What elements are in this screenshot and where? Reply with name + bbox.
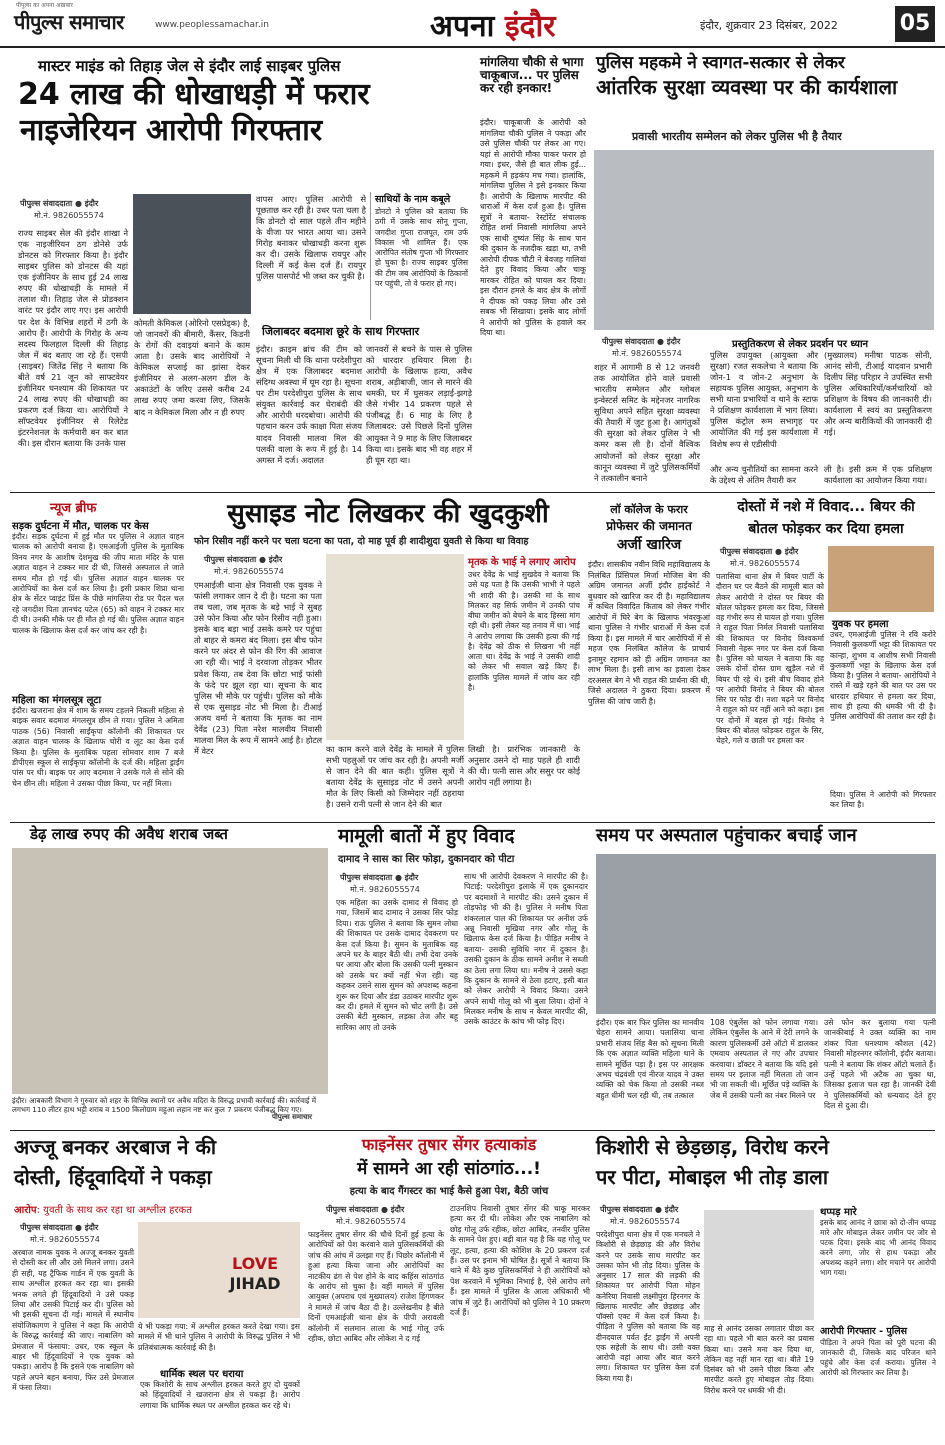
lead-mobile: मो.नं. 9826055574: [34, 211, 104, 220]
suicide-story: [190, 496, 582, 820]
lead-sidebox: [370, 192, 468, 320]
beer-byline: पीपुल्स संवाददाता ● इंदौर: [720, 547, 799, 556]
arbaz-box-text: एक किशोरी के साथ अश्लील हरकत करते हुए दो युवकों को हिंदूवादियों ने खजराना क्षेत्र से पकड़ा है। आरोप लगाया कि धार्मिक स्थल पर अश्लील हरकत कर रहे थे।: [140, 1380, 300, 1410]
teen-side-title: थप्पड़ मारे: [820, 1207, 857, 1218]
badge-jihad: JIHAD: [229, 1274, 281, 1293]
page-number: 05: [895, 6, 935, 42]
divider: [10, 1130, 935, 1131]
brief1-text: इंदौर। सड़क दुर्घटना में हुई मौत पर पुलिस ने अज्ञात वाहन चालक को आरोपी बनाया है। एमआईजी पुलिस के मुताबिक विनय नगर के आशीष देशमुख की जीप माता मंदिर के पास अज्ञात वाहन ने टक्कर मार दी थी, जिससे अस्पताल ले जाते समय मौत हो गई थी। पुलिस अज्ञात वाहन चालक पर आरोपियों का केस दर्ज कर लिया है। इसी प्रकार शिप्रा थाना क्षेत्र के सेंटर प्वाइंट प्रिंस के पीछे मांगलिया रोड पर पैदल चल रहे जगदीश पिता ज्ञानचंद पटेल (65) को वाहन ने टक्कर मार दी थी। उनकी मौके पर ही मौत हो गई थी। पुलिस अज्ञात वाहन चालक के खिलाफ केस दर्ज कर जांच कर रही है।: [12, 532, 184, 635]
chaku-body: इंदौर। चाकूबाजी के आरोपी को मांगलिया चौकी पुलिस ने पकड़ा और उसे पुलिस चौकी पर लेकर आ गए। यहां से आरोपी मौका पाकर फरार हो गया। इधर, जैसे ही बात लीक हुई... महकमे में हड़कंप मच गया। हालांकि, मांगलिया पुलिस ने इसे इनकार किया है। आरोपी के खिलाफ मारपीट की धाराओं में केस दर्ज हुआ है। पुलिस सूत्रों ने बताया- रेस्टोरेंट संचालक रोहित शर्मा निवासी मांगलिया अपने एक साथी दुष्यंत सिंह के साथ पान की दुकान के नजदीक खड़ा था, तभी आरोपी दीपक चौटी ने बेवजह गालियां देते हुए विवाद किया और चाकू मारकर रोहित को घायल कर दिया। इस दौरान हमले के बाद क्षेत्र के लोगों ने दीपक को पकड़ लिया और उसे सबक भी सिखाया। इसके बाद लोगों ने आरोपी को पुलिस के हवाले कर दिया था।: [480, 118, 586, 338]
suicide-body-col3: लिखी है। प्रारंभिक जानकारी के अनुसार उसने दो माह पहले ही शादी की थी। पत्नी सास और ससुर पर कोई आरोप नहीं लगाया है।: [468, 744, 580, 788]
dispute-body-col1: एक महिला का उसके दामाद से विवाद हो गया, जिसमें बाद दामाद ने उसका सिर फोड़ दिया। राऊ पुलिस ने बताया कि सुमन लोधा की शिकायत पर उसके दामाद देवकरण पर केस दर्ज किया है। सुमन के मुताबिक वह अपने घर के बाहर बैठी थी। तभी देवा उनके घर आया और बोला कि उसकी पत्नी मुस्कान को उसके घर क्यों नहीं भेज रही। यह कहकर उसने सास सुमन को अपशब्द कहना शुरू कर दिया और डंडा उठाकर मारपीट शुरू कर दी। हमले में सुमन को चोट लगी है। उसे उसकी बेटी मुस्कान, लड़का तेज और बहू सारिका आए तो उनके: [336, 898, 458, 1032]
suspect-photo: [133, 194, 251, 314]
news-brief: [10, 496, 185, 820]
suicide-inset: [468, 554, 580, 740]
financier-byline: पीपुल्स संवाददाता ● इंदौर: [326, 1205, 405, 1214]
financier-body-col1: फाइनेंसर तुषार सेंगर की चौथे दिनों हुई हत्या के आरोपियों को पेश करवाने वाले पुलिसकर्मियों की जांच की आंच में उलझा गए हैं। पिछोर कॉलोनी में हुआ हत्या किया जाना और आरोपियों का नाटकीय ढंग से पेश होने के बाद कहिंस सांठगांठ के आरोप सो चुका है। वहीं मामले में पुलिस आयुक्त (अपराध एवं मुख्यालय) राजेश हिंगणकर ने मामले में जांच बैठा दी है। उल्लेखनीय है बीते दिनों एमआईजी थाना क्षेत्र के पीपी अरावली कॉलोनी में सलमान लाला के भाई गोलू उर्फ रहीक, छोटा आबिद और लोकेश ने द गई: [308, 1230, 444, 1343]
workshop-photo: [594, 150, 934, 330]
lead-body-col3: वापस आए। पुलिस आरोपी से पूछताछ कर रही है। उधर पता चला है कि डोनटो दो साल पहले तीन महीने के वीजा पर भारत आया था। उसने गिरोह बनाकर धोखाधड़ी करना शुरू कर दी। उसके खिलाफ रायपुर और दिल्ली में कई केस दर्ज हैं। रायपुर पुलिस पासपोर्ट भी जब्त कर चुकी है।: [256, 194, 366, 282]
law-headline-line3: अर्जी खारिज: [616, 537, 682, 553]
arbaz-kicker-label: आरोप: [14, 1205, 37, 1216]
lead-byline: पीपुल्स संवाददाता ● इंदौर: [20, 199, 99, 208]
arbaz-box-title: धार्मिक स्थल पर धराया: [160, 1369, 244, 1380]
conference-subhead: प्रवासी भारतीय सम्मेलन को लेकर पुलिस भी है तैयार: [632, 130, 842, 143]
financier-story: [306, 1132, 590, 1440]
arbaz-headline-line2: दोस्ती, हिंदूवादियों ने पकड़ा: [14, 1165, 212, 1189]
conference-headline-line2: आंतरिक सुरक्षा व्यवस्था पर की कार्यशाला: [596, 75, 898, 99]
teen-headline-line1: किशोरी से छेड़छाड़, विरोध करने: [596, 1135, 829, 1159]
lead-headline-line2: नाइजेरियन आरोपी गिरफ्तार: [20, 113, 323, 148]
teen-arrest-title: आरोपी गिरफ्तार - पुलिस: [820, 1326, 908, 1337]
suicide-headline: सुसाइड नोट लिखकर की खुदकुशी: [227, 499, 549, 529]
conference-mobile: मो.नं. 9826055574: [612, 349, 682, 358]
news-brief-label: न्यूज ब्रीफ: [50, 501, 97, 516]
law-college-story: [586, 496, 711, 820]
section-accent: इंदौर: [504, 9, 556, 44]
teen-harassment-story: [594, 1132, 937, 1440]
conference-headline-line1: पुलिस महकमे ने स्वागत-सत्कार से लेकर: [596, 53, 845, 73]
beer-side-title: युवक पर हमला: [832, 619, 889, 630]
lead-story: [10, 52, 472, 490]
brief2-text: इंदौर। खजराना क्षेत्र में शाम के समय टहलने निकली महिला से बाइक सवार बदमाश मंगलसूत्र छीन ले गया। पुलिस ने अमिता पाठक (56) निवासी साईंकृपा कॉलोनी की शिकायत पर अज्ञात वाहन चालक के खिलाफ चोरी व लूट का केस दर्ज किया है। पुलिस के मुताबिक पहला सोमवार शाम 7 बजे डीपीएस स्कूल से साईंकृपा कॉलोनी के दर्ज की। महिला ड्राईंग पांस पर थी। बाइक पर आए बदमाश ने उसके गले से सोने की चेन छीन ली। महिला ने उसका पीछा किया, पर नहीं मिला।: [12, 706, 184, 788]
beer-body: पलासिया थाना क्षेत्र में बियर पार्टी के दौरान घर पर बैठने की मामूली बात को लेकर आरोपी ने दोस्त पर बियर की बोतल फोड़कर हमला कर दिया, जिससे वह गंभीर रूप से घायल हो गया। पुलिस ने राहुल पिता निर्मल निवासी पलासिया की शिकायत पर विनोद विश्वकर्मा निवासी नेहरू नगर पर केस दर्ज किया है। पुलिस को घायल ने बताया कि वह उसके दोनों दोस्त ग्राम खुड़ैल नशे में बियर पी रहे थे। इसी बीच विवाद होने पर आरोपी विनोद ने बियर की बोतल सिर पर फोड़ दी। नशा चढ़ने पर विनोद ने राहुल को घर नहीं आने को कहा। इस पर दोनों में बहस हो गई। विनोद ने बियर की बोतल फोड़कर राहुल के सिर, चेहरे, गले व छाती पर हमला कर: [716, 572, 824, 745]
sidebox-text: डोनटो ने पुलिस को बताया कि ठगी में उसके साथ सोनू गुप्ता, जगदीश गुप्ता राजपूत, राम उर्फ विकास भी शामिल हैं। एक आरोपित संतोष गुप्ता भी गिरफ्तार हो चुका है। राज्य साइबर पुलिस की टीम जब आरोपियों के ठिकानों पर पहुंची, तो वे फरार हो गए।: [375, 207, 468, 288]
hospital-body-col3: उसे फोन कर बुलाया गया पत्नी जानकीबाई ने उक्त व्यक्ति का नाम शंकर पिता धनश्याम कौशल (42) निवासी मोहरनगर कॉलोनी, इंदौर बताया। पत्नी ने बताया कि शंकर ऑटो चलाते हैं। उन्हें पहले भी अटैक आ चुका था, जिसका इलाज चल रहा है। जानकी देवी ने पुलिसकर्मियों को धन्यवाद देते हुए दिल से दुआ दी।: [824, 1018, 936, 1111]
suicide-body-col2: का काम करने वाले देवेंद्र के मामले में पुलिस सभी पहलुओं पर जांच कर रही है। अपनी मर्जी से जान देने की बात कही। पुलिस सूत्रों ने बताया देवेंद्र के सुसाइड नोट में उसने अपनी मौत के लिए किसी को जिम्मेदार नहीं ठहराया है। उसने रानी पत्नी से जान देने की बात: [326, 744, 464, 810]
seized-liquor-photo: [12, 848, 328, 1094]
teen-body-col1: परदेशीपुरा थाना क्षेत्र में एक मनचले ने किशोरी से छेड़छाड़ की और विरोध करने पर उसके साथ मारपीट कर उसका फोन भी तोड़ दिया। पुलिस के अनुसार 17 साल की लड़की की शिकायत पर आरोपी पिता मोहन कनेरिया निवासी लक्ष्मीपुरा हिरनगर के खिलाफ मारपीट और छेड़छाड़ और पॉक्सो एक्ट में केस दर्ज किया है। पीड़िता ने पुलिस को बताया कि वह दीनदयाल पर्वत ईंट ड्राईंग में अपनी एक सहेली के साथ थी। उसी वक्त आरोपी वहां आया और बात करने लगा। शिकायत पर पुलिस केस दर्ज किया गया है।: [596, 1230, 700, 1383]
divider: [10, 492, 935, 493]
dispute-body-col2: साथ भी आरोपी देवकरण ने मारपीट की है। पिटाई: परदेशीपुरा इलाके में एक दुकानदार पर बदमाशों ने मारपीट की। उसने दुकान में तोड़फोड़ भी की है। पुलिस ने मनीष पिता शंकरलाल पाल की शिकायत पर अनीश उर्फ अन्नू निवासी मुखिया नगर और गोलू के खिलाफ केस दर्ज किया है। पीड़ित मनीष ने बताया- उसकी सुविधि नगर में दुकान है। उसकी दुकान के ठीक सामने अनीश ने सब्जी का ठेला लगा लिया था। मनीष ने उससे कहा कि दुकान के सामने से ठेला हटाए, इसी बात को लेकर आरोपी ने विवाद किया। उसने अपने साथी गोलू को भी बुला लिया। दोनों ने मिलकर मनीष के साथ न केवल मारपीट की, उसके काउंटर के कांच भी फोड़ दिए।: [464, 872, 588, 1027]
chaku-headline: मांगलिया चौकी से भागा चाकूबाज... पर पुलिस कर रही इनकार!: [480, 55, 584, 96]
conference-box-title: प्रस्तुतिकरण से लेकर प्रदर्शन पर ध्यान: [732, 339, 869, 350]
arbaz-body-col1: अरबाज नामक युवक ने अज्जू बनकर युवती से दोस्ती कर ली और उसे मिलने लगा। उसने ही सही, यह ट्रैफिक गार्डन में एक युवती के साथ अश्लील हरकत कर रहा था। इसकी भनक लगते ही हिंदूवादियों ने उसे पकड़ लिया और उसकी पिटाई कर दी। पुलिस को भी इसकी सूचना दी गई। मामले में स्थानीय संयोजिकागण ने पुलिस ने कहा कि आरोपी के विरुद्ध कार्रवाई की जाए। नाबालिग को प्रेमजाल में फंसाया: उधर, एक स्कूल के बाहर भी हिंदूवादियों ने एक युवक को पकड़ा। आरोप है कि इसने एक नाबालिग को पहले अपने बहन बनाया, फिर उसे प्रेमजाल में फंसा लिया।: [12, 1248, 134, 1393]
lead-kicker: मास्टर माइंड को तिहाड़ जेल से इंदौर लाई साइबर पुलिस: [38, 57, 341, 75]
dispute-story: [334, 824, 590, 1128]
hospital-body-col1: इंदौर। एक बार फिर पुलिस का मानवीय चेहरा सामने आया। पलासिया थाना प्रभारी संजय सिंह बैस को सूचना मिली कि एक अज्ञात व्यक्ति महिला थाने के सामने मूर्छित पड़ा है। इस पर आरक्षक अभय चंद्रवंशी एवं नीरज यादव ने उक्त व्यक्ति को चेक किया तो उसकी नब्ज बहुत धीमी चल रही थी, तब तत्काल: [596, 1018, 704, 1100]
conference-body: शहर में आगामी 8 से 12 जनवरी तक आयोजित होने वाले प्रवासी भारतीय सम्मेलन और ग्लोबल इन्वेस्टर्स समिट के मद्देनजर नागरिक सुविधा अपने सहित सुरक्षा व्यवस्था की तैयारी में जुट हुआ है। आगंतुकों की सुरक्षा को लेकर पुलिस ने भी कमर कस ली है। दोनों वैश्विक आयोजनों को लेकर सुरक्षा और कानून व्यवस्था में जुटे पुलिसकर्मियों ने तत्कालीन बनाने: [594, 362, 700, 483]
suicide-mobile: मो.नं. 9826055574: [214, 567, 284, 576]
liquor-story: [10, 824, 330, 1128]
teen-body-col2: माह से आनंद उसका लगातार पीछा कर रहा था। पहले भी बात करने का प्रयास किया था। उसने मना कर दिया था, लेकिन वह नहीं मान रहा था। बीते 19 दिसंबर को भी उसने पीछा किया और मारपीट करते हुए मोबाइल तोड़ दिया। विरोध करने पर धमकी भी दी।: [704, 1324, 814, 1395]
lead-headline-line1: 24 लाख की धोखाधड़ी में फरार: [18, 77, 370, 112]
beer-story: [714, 496, 937, 820]
conference-box-col1: पुलिस उपायुक्त (आयुक्ता और सुरक्षा) रजत सकलेचा ने बताया कि जोन-1 व जोन-2 अनुभाग के सहायक पुलिस आयुक्त, अनुभाग के सभी थाना प्रभारियों व थाने के स्टाफ ने प्रशिक्षण कार्यशाला में भाग लिया। पुलिस कंट्रोल रूम सभागृह पर आयोजित की गई इस कार्यशाला में विशेष रूप से एडीसीपी: [710, 350, 818, 449]
arbaz-mobile: मो.नं. 9826055574: [30, 1235, 100, 1244]
teen-arrest-text: पीड़िता ने अपने पिता को पूरी घटना की जानकारी दी, जिसके बाद परिजन थाने पहुंचे और केस दर्ज कराया। पुलिस ने आरोपी को गिरफ्तार कर लिया है।: [820, 1338, 936, 1377]
brief2-title: महिला का मंगलसूत्र लूटा: [12, 695, 102, 706]
beer-side-text: उधर, एमआईजी पुलिस ने रवि करोरे निवासी कुलकर्णी भट्टा की शिकायत पर कान्हा, शुभम व आशीष सभी निवासी कुलकर्णी भट्टा के खिलाफ केस दर्ज किया है। पुलिस ने बताया- आरोपियों ने रास्ते में खड़े रहने की बात पर उस पर धारदार हथियार से हमला कर दिया, साथ ही हत्या की धमकी भी दी है। पुलिस आरोपियों की तलाश कर रही है।: [830, 630, 936, 721]
conference-tail2: ली है। इसी क्रम में एक प्रशिक्षण कार्यशाला का आयोजन किया गया।: [824, 464, 932, 486]
beer-headline-line1: दोस्तों में नशे में विवाद... बियर की: [737, 499, 915, 515]
teen-illustration: [704, 1210, 814, 1320]
arbaz-byline: पीपुल्स संवाददाता ● इंदौर: [20, 1223, 99, 1232]
teen-mobile: मो.नं. 9826055574: [610, 1217, 680, 1226]
financier-subhead: हत्या के बाद गैंगस्टर का भाई कैसे हुआ पेश, बैठी जांच: [349, 1186, 549, 1197]
lead-body-col1: राज्य साइबर सेल की इंदौर शाखा ने एक नाइजीरियन ठग डोनेसे उर्फ डोनटस को गिरफ्तार किया है। इंदौर साइबर पुलिस को डोनटस की यहां एक इंजीनियर के साथ हुई 24 लाख रुपए की धोखाधड़ी के मामले में तलाश थी। तिहाड़ जेल से प्रोडक्शन वारंट पर इंदौर लाए गए। इस आरोपी पर देश के विभिन्न शहरों में ठगी के आरोप हैं। आरोपी के गिरोह के अन्य सदस्य फिलहाल दिल्ली की तिहाड़ जेल में बंद बताए जा रहे हैं। एसपी (साइबर) जितेंद्र सिंह ने बताया कि बीते वर्ष 21 जून को साफ्टवेयर इंजीनियर घनश्याम की शिकायत पर 24 लाख रुपए की धोखाधड़ी का प्रकरण दर्ज किया था। आरोपियों ने सॉफ्टवेयर इंजीनियर से रिलेटेड इंटरनेशनल के कर्मचारी बन कर बात की। इस दौरान बताया कि उनके पास: [18, 228, 128, 449]
liquor-credit: पीपुल्स समाचार: [272, 1113, 313, 1121]
hospital-story: [594, 824, 937, 1128]
chaku-story: [476, 52, 588, 490]
liquor-headline: डेढ़ लाख रुपए की अवैध शराब जब्त: [30, 825, 228, 843]
newspaper-logo[interactable]: [14, 2, 124, 35]
love-jihad-graphic: [138, 1222, 300, 1318]
hospital-headline: समय पर अस्पताल पहुंचाकर बचाई जान: [596, 825, 857, 846]
illustration-photo: [326, 554, 464, 740]
arbaz-body-col2: ये भी पकड़ा गया: में अश्लील हरकत करते देखा गया। इस मामले में भी थाने पुलिस ने आरोपी के विरुद्ध पुलिस ने भी प्रतिबंधात्मक कार्रवाई की है।: [138, 1322, 300, 1352]
dispute-headline: मामूली बातों में हुए विवाद: [338, 825, 515, 847]
teen-byline: पीपुल्स संवाददाता ● इंदौर: [600, 1205, 679, 1214]
website-link[interactable]: www.peoplessamachar.in: [155, 20, 269, 30]
sidebox-title: साथियों के नाम कबूले: [375, 194, 451, 205]
financier-headline-line1: फाइनेंसर तुषार सेंगर हत्याकांड: [361, 1135, 537, 1154]
suicide-subhead: फोन रिसीव नहीं करने पर चला घटना का पता, दो माह पूर्व ही शादीशुदा युवती से किया था विवाह: [194, 536, 529, 547]
suicide-inset-text: उधर देवेंद्र के भाई सुखदेव ने बताया कि उसे यह पता है कि उसकी भाभी ने पहले भी शादी की है। उसकी मां के साथ मिलकर वह सिर्फ जमीन में उनकी पांच बीघा जमीन को बेचने के बाद हिस्सा मांग रही थी। इसी लेकर यह तनाव में था। भाई ने आरोप लगाया कि उसकी हत्या की गई है। देवेंद्र को ठीक से लिखना भी नहीं आता था। देवेंद्र के भाई ने उसकी शादी को लेकर भी सवाल खड़े किए हैं। हालांकि पुलिस मामले में जांच कर रही है।: [468, 570, 580, 692]
beer-headline-line2: बोतल फोड़कर कर दिया हमला: [748, 521, 904, 537]
brief1-title: सड़क दुर्घटना में मौत, चालक पर केस: [12, 521, 149, 532]
financier-headline-line2: में सामने आ रही सांठगांठ...!: [357, 1159, 541, 1179]
dispute-byline: पीपुल्स संवाददाता ● इंदौर: [340, 873, 419, 882]
conference-box-col2: (मुख्यालय) मनीषा पाठक सोनी, आनंद सोनी, टीआई यादवान प्रभारी दिलीप सिंह परिहार ने उपस्थित सभी पुलिस अधिकारियों/कर्मचारियों को प्रशिक्षण के विषय की जानकारी दी। कार्यशाला में स्वयं का प्रस्तुतिकरण और अन्य बारीकियों की जानकारी दी गई।: [824, 350, 932, 438]
dispute-mobile: मो.नं. 9826055574: [350, 885, 420, 894]
beer-bottle-photo: [828, 546, 934, 612]
arbaz-kicker-text: : युवती के साथ कर रहा था अश्लील हरकत: [36, 1205, 192, 1216]
arbaz-kicker: [14, 1202, 302, 1216]
conference-story: [592, 52, 937, 490]
sub-story-col2: जानवरों से बचने के पास से पुलिस को धारदार हथियार मिला है। आरोपी के खिलाफ हत्या, अवैध शराब, अड़ीबाजी, जान से मारने की धमकी, घर में घुसकर लड़ाई-झगड़े जैसे गंभीर 14 प्रकरण पहले से पंजीबद्ध हैं। 6 माह के लिए है जिलाबदर: उसे पिछले दिनों पुलिस आयुक्त ने 9 माह के लिए जिलाबदर किया था। इसके बाद भी वह शहर में ही घूम रहा था।: [366, 344, 472, 465]
suicide-body-col1: एमआईजी थाना क्षेत्र निवासी एक युवक ने फांसी लगाकर जान दे दी है। घटना का पता तब चला, जब मृतक के बड़े भाई ने सुबह उसे फोन किया और फोन रिसीव नहीं हुआ। इसके बाद बड़ा भाई उसके कमरे पर पहुंचा तो बाहर से कमरा बंद मिला। इस बीच फोन करने पर अंदर से फोन की रिंग की आवाज आ रही थी। भाई ने दरवाजा तोड़कर भीतर प्रवेश किया, तब देवा कि छोटा भाई फांसी के फंदे पर झूल रहा था। सूचना के बाद पुलिस भी मौके पर पहुंची। पुलिस को मौके से एक सुसाइड नोट भी मिला है। टीआई अजय वर्मा ने बताया कि मृतक का नाम देवेंद्र (23) पिता नरेश मालवीय निवासी मालवा मिल के रूप में सामने आई है। होटल में वेटर: [194, 580, 322, 756]
financier-body-col2: टाउनशिप निवासी तुषार सेंगर की चाकू मारकर हत्या कर दी थी। लोकेश और एक नाबालिग को छोड़ गोलू उर्फ रहीक, छोटा आबिद, तनवीर पुलिस के सामने पेश हुए। बड़ी बात यह है कि यह गोलू पर लूट, हत्या, हत्या की कोशिश के 20 प्रकरण दर्ज हैं। उस पर इनाम भी घोषित है। सूत्रों ने बताया कि थाने में बैठे कुछ पुलिसकर्मियों ने ही आरोपियों को पेश करवाने में भूमिका निभाई है, ऐसे आरोप लगे हैं। इस मामले में पुलिस के आला अधिकारी भी जांच में जुटे हैं। आरोपियों को पुलिस ने 10 प्रकरण दर्ज हैं।: [450, 1204, 590, 1317]
badge-love: LOVE: [231, 1254, 279, 1273]
law-body: इंदौर। शासकीय नवीन विधि महाविद्यालय के निलंबित प्रिंसिपल मिर्जा मोजिस बेग की अग्रिम जमानत अर्जी इंदौर हाईकोर्ट ने बुधवार को खारिज कर दी है। महाविद्यालय में कथित विवादित किताब को लेकर गंभीर आरोपों में घिरे बेग के खिलाफ भंवरकुआं थाना पुलिस ने गंभीर धाराओं में केस दर्ज किया है। इस मामले में चार आरोपियों में से महज एक निलंबित कॉलेज के प्राचार्य इनामुर रहमान को ही अग्रिम जमानत का लाभ मिला है। इसी लाभ का हवाला देकर दरअसल बेग ने भी राहत की प्रार्थना की थी, जिसे अदालत ने ठुकरा दिया। प्रकरण में पुलिस की जांच जारी है।: [588, 560, 710, 706]
section-prefix: अपना: [430, 9, 505, 44]
dateline: इंदौर, शुक्रवार 23 दिसंबर, 2022: [700, 19, 838, 32]
law-headline-line1: लॉ कॉलेज के फरार: [610, 503, 688, 516]
beer-mobile: मो.नं. 9826055574: [730, 559, 800, 568]
suicide-inset-title: मृतक के भाई ने लगाए आरोप: [468, 557, 576, 568]
suicide-byline: पीपुल्स संवाददाता ● इंदौर: [204, 555, 283, 564]
teen-side-text: इसके बाद आनंद ने छात्रा को दो-तीन थप्पड़ मारे और मोबाइल लेकर जमीन पर जोर से पटक दिया। इसके बाद भी आनंद विवाद करने लगा, जोर से हाथ पकड़ा और अपशब्द कहने लगा। शोर मचाने पर आरोपी भाग गया।: [820, 1218, 936, 1277]
dispute-subhead: दामाद ने सास का सिर फोड़ा, दुकानदार को पीटा: [338, 854, 515, 865]
logo-tagline: पीपुल्स का अपना अख़बार: [16, 2, 73, 9]
logo-text: पीपुल्स समाचार: [14, 10, 124, 34]
law-headline-line2: प्रोफेसर की जमानत: [606, 519, 692, 533]
hospital-photo: [596, 854, 936, 1014]
masthead: [0, 0, 945, 48]
divider: [10, 822, 935, 823]
sub-story-col1: इंदौर। क्राइम ब्रांच की टीम को सूचना मिली थी कि थाना परदेशीपुरा क्षेत्र में एक जिलाबदर बदमाश संदिग्ध अवस्था में घूम रहा है। सूचना पर टीम परदेशीपुरा पुलिस के साथ संयुक्त कार्रवाई कर घेराबंदी की और आरोपी धरदबोचा। आरोपी की पहचान करन उर्फ काक्षा पिता संजय यादव निवासी मालवा मिल की पलकी वाला के रूप में हुई है। 14 अगस्त में दर्ज। अदालत: [256, 344, 362, 465]
hospital-body-col2: 108 एंबुलेंस को फोन लगाया गया। लेकिन एंबुलेंस के आने में देरी लगने के कारण पुलिसकर्मी उसे ऑटो में डालकर एमवाय अस्पताल ले गए और उपचार करवाया। डॉक्टर ने बताया कि यदि इसे समय पर इलाज नहीं मिलता तो जान भी जा सकती थी। मूर्छित पड़े व्यक्ति के जेब में उसकी पत्नी का नंबर मिलने पर: [710, 1018, 818, 1100]
conference-byline: पीपुल्स संवाददाता ● इंदौर: [602, 337, 681, 346]
liquor-caption: इंदौर। आबकारी विभाग ने गुरुवार को शहर के विभिन्न स्थानों पर अवैध मदिरा के विरुद्ध प्रभावी कार्रवाई की। कार्रवाई में लगभग 110 लीटर हाथ भट्टी शराब व 1500 किलोग्राम महुआ लहान नष्ट कर कुल 7 प्रकरण पंजीबद्ध किए गए।: [12, 1096, 317, 1115]
section-title: [430, 4, 556, 45]
lead-body-col2: कोमती केमिकल (ओरिनो एसप्रेड्क) है, जो जानवरों की बीमारी, कैंसर, किडनी के रोगों की दवाइयां बनाने के काम आता है। उसके बाद आरोपियों ने केमिकल सप्लाई का झांसा देकर इंजीनियर से अलग-अलग डील के अकाउंटों के जरिए उससे करीब 24 लाख रुपए जमा करवा लिए, जिसके बाद न केमिकल मिला और न ही रुपए: [134, 318, 250, 417]
teen-headline-line2: पर पीटा, मोबाइल भी तोड़ डाला: [596, 1165, 829, 1189]
arbaz-headline-line1: अज्जू बनकर अरबाज ने की: [14, 1135, 217, 1159]
beer-tail: दिया। पुलिस ने आरोपी को गिरफ्तार कर लिया है।: [830, 790, 936, 810]
love-jihad-story: [10, 1132, 302, 1440]
conference-tail1: और अन्य चुनौतियों का सामना करने के उद्देश्य से अंतिम तैयारी कर: [710, 464, 818, 486]
sub-story-title: जिलाबदर बदमाश छूरे के साथ गिरफ्तार: [262, 325, 420, 338]
financier-mobile: मो.नं. 9826055574: [336, 1217, 406, 1226]
